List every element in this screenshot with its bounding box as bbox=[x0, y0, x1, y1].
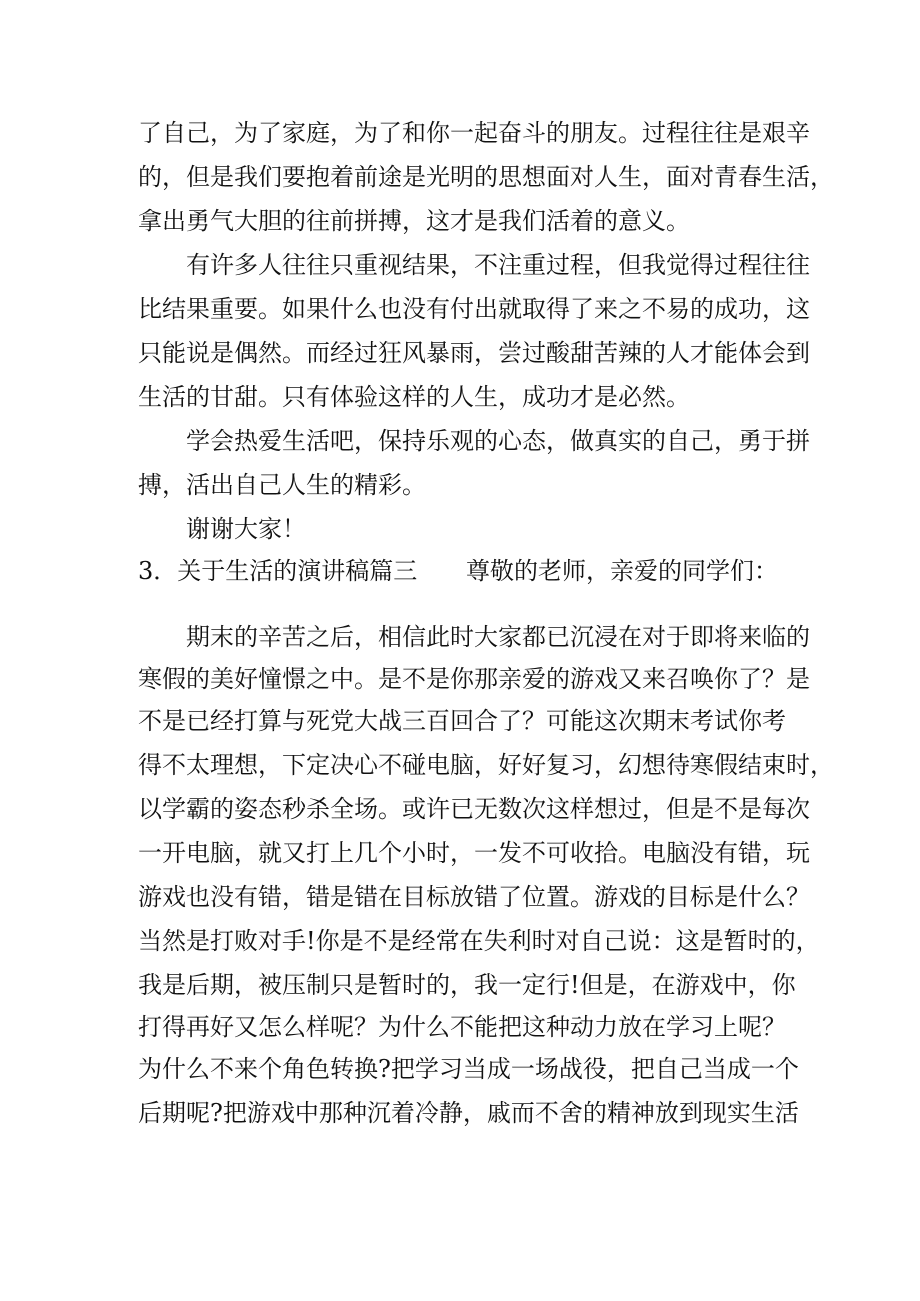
paragraph-line: 比结果重要。如果什么也没有付出就取得了来之不易的成功，这 bbox=[138, 295, 810, 323]
paragraph-line: 一开电脑，就又打上几个小时，一发不可收拾。电脑没有错，玩 bbox=[138, 839, 810, 867]
paragraph-line: 了自己，为了家庭，为了和你一起奋斗的朋友。过程往往是艰辛 bbox=[138, 119, 810, 147]
paragraph-line: 当然是打败对手!你是不是经常在失利时对自己说：这是暂时的， bbox=[138, 927, 820, 955]
closing-line: 谢谢大家！ bbox=[186, 515, 306, 543]
paragraph-line: 得不太理想，下定决心不碰电脑，好好复习，幻想待寒假结束时， bbox=[138, 751, 834, 779]
paragraph-line: 学会热爱生活吧，保持乐观的心态，做真实的自己，勇于拼 bbox=[186, 427, 810, 455]
paragraph-line: 我是后期，被压制只是暂时的，我一定行!但是，在游戏中，你 bbox=[138, 971, 796, 999]
paragraph-line: 生活的甘甜。只有体验这样的人生，成功才是必然。 bbox=[138, 383, 690, 411]
paragraph-line: 以学霸的姿态秒杀全场。或许已无数次这样想过，但是不是每次 bbox=[138, 795, 810, 823]
paragraph-line: 打得再好又怎么样呢？为什么不能把这种动力放在学习上呢？ bbox=[138, 1013, 786, 1041]
paragraph-line: 后期呢?把游戏中那种沉着冷静，戚而不舍的精神放到现实生活 bbox=[138, 1099, 799, 1127]
paragraph-line: 只能说是偶然。而经过狂风暴雨，尝过酸甜苦辣的人才能体会到 bbox=[138, 339, 810, 367]
paragraph-line: 为什么不来个角色转换?把学习当成一场战役，把自己当成一个 bbox=[138, 1055, 799, 1083]
salutation: 尊敬的老师，亲爱的同学们： bbox=[466, 557, 778, 585]
paragraph-line: 拿出勇气大胆的往前拼搏，这才是我们活着的意义。 bbox=[138, 207, 690, 235]
paragraph-line: 寒假的美好憧憬之中。是不是你那亲爱的游戏又来召唤你了？是 bbox=[138, 665, 810, 693]
paragraph-line: 有许多人往往只重视结果，不注重过程，但我觉得过程往往 bbox=[186, 251, 810, 279]
paragraph-line: 不是已经打算与死党大战三百回合了？可能这次期末考试你考 bbox=[138, 707, 786, 735]
paragraph-line: 期末的辛苦之后，相信此时大家都已沉浸在对于即将来临的 bbox=[186, 623, 810, 651]
paragraph-line: 游戏也没有错，错是错在目标放错了位置。游戏的目标是什么？ bbox=[138, 883, 810, 911]
paragraph-line: 的，但是我们要抱着前途是光明的思想面对人生，面对青春生活， bbox=[138, 163, 834, 191]
paragraph-line: 搏，活出自己人生的精彩。 bbox=[138, 471, 426, 499]
section-heading: 3．关于生活的演讲稿篇三 bbox=[138, 557, 418, 585]
